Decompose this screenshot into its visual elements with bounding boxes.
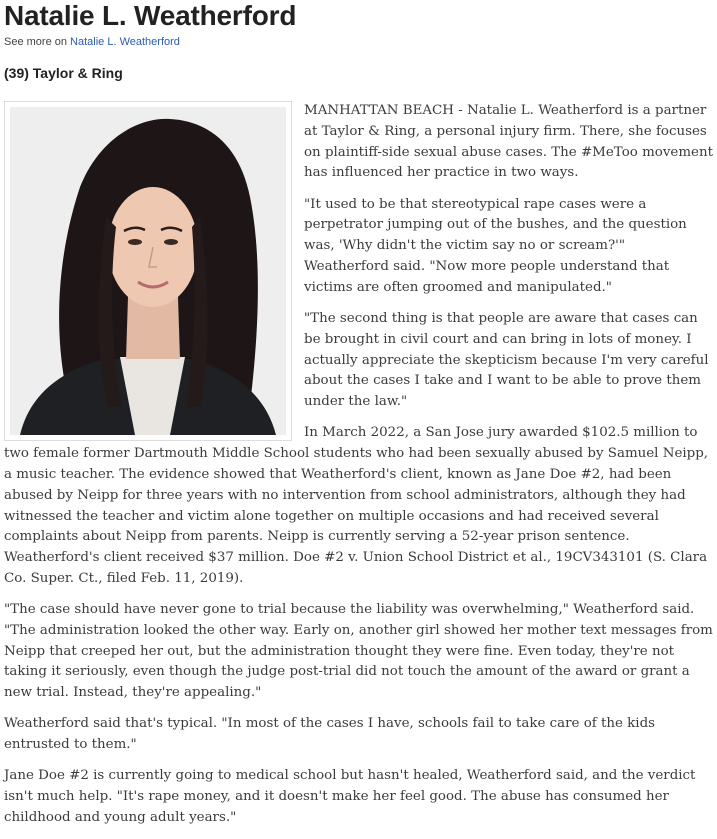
portrait-photo: [10, 107, 286, 435]
see-more-prefix: See more on: [4, 36, 67, 48]
paragraph: Weatherford said that's typical. "In most of the cases I have, schools fail to take care of the kids entrusted to them.": [4, 716, 656, 753]
see-more-link[interactable]: Natalie L. Weatherford: [70, 36, 180, 48]
profile-header: [0, 0, 717, 82]
profile-name: Natalie L. Weatherford: [4, 0, 297, 31]
paragraph: Jane Doe #2 is currently going to medical school but hasn't healed, Weatherford said, and the verdict isn't much help. "It's rape money, and it doesn't make her feel good. The abuse has consumed her childhood and young adult years.": [4, 768, 696, 826]
article-body: [4, 101, 713, 839]
portrait-frame: [4, 101, 292, 441]
paragraph: "The second thing is that people are aware that cases can be brought in civil court and can bring in lots of money. I actually appreciate the skepticism because I'm very careful about the cases I take and I want to be able to prove them under the law.": [304, 310, 709, 410]
paragraph: In March 2022, a San Jose jury awarded $102.5 million to two female former Dartmouth Middle School students who had been sexually abused by Samuel Neipp, a music teacher. The evidence showed that Weatherford's client, known as Jane Doe #2, had been abused by Neipp for three years with no intervention from school administrators, although they had witnessed the teacher and victim alone together on multiple occasions and had received several complaints about Neipp from parents. Neipp is currently serving a 52-year prison sentence. Weatherford's client received $37 million. Doe #2 v. Union School District et al., 19CV343101 (S. Clara Co. Super. Ct., filed Feb. 11, 2019).: [4, 425, 709, 586]
paragraph: MANHATTAN BEACH - Natalie L. Weatherford is a partner at Taylor & Ring, a personal injury firm. There, she focuses on plaintiff-side sexual abuse cases. The #MeToo movement has influenced her practice in two ways.: [304, 103, 713, 181]
see-more-line: [4, 35, 717, 49]
paragraph: "It used to be that stereotypical rape cases were a perpetrator jumping out of the bushes, and the question was, 'Why didn't the victim say no or scream?'" Weatherford said. "Now more people understand that victims are often groomed and manipulated.": [304, 196, 687, 295]
paragraph: "The case should have never gone to trial because the liability was overwhelming," Weatherford said. "The administration looked the other way. Early on, another girl showed her mother text messages from Neipp that creeped her out, but the administration thought they were fine. Even today, they're not taking it seriously, even though the judge post-trial did not touch the amount of the award or grant a new trial. Instead, they're appealing.": [4, 602, 713, 701]
rank-firm: (39) Taylor & Ring: [4, 65, 123, 81]
